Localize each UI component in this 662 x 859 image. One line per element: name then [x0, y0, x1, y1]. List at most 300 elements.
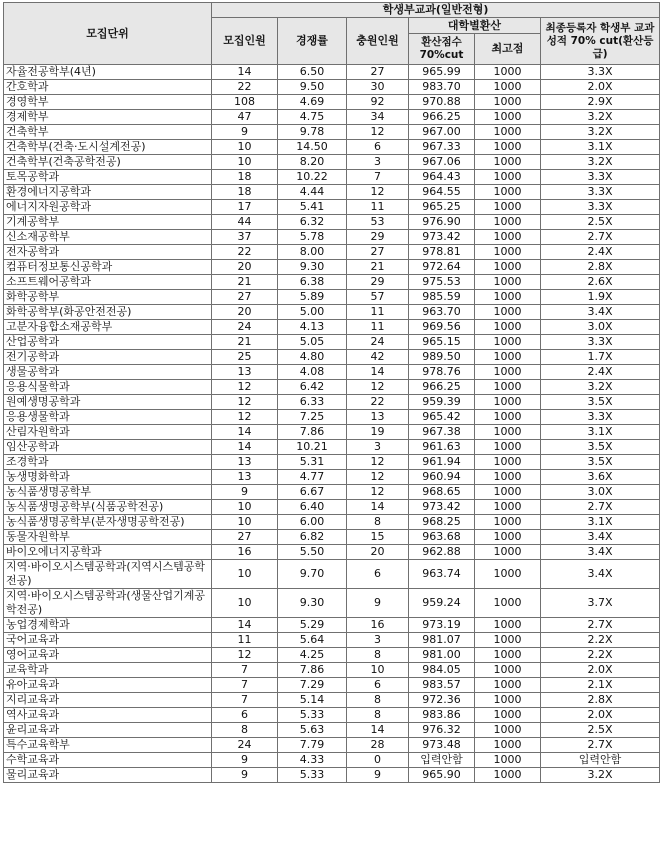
cell-score: 972.64 — [409, 260, 475, 275]
cell-score: 989.50 — [409, 350, 475, 365]
cell-name: 토목공학과 — [4, 170, 212, 185]
cell-score: 967.06 — [409, 155, 475, 170]
cell-name: 교육학과 — [4, 663, 212, 678]
cell-ratio: 5.14 — [278, 693, 347, 708]
cell-name: 화학공학부 — [4, 290, 212, 305]
cell-score: 965.99 — [409, 65, 475, 80]
cell-score: 976.90 — [409, 215, 475, 230]
table-row — [4, 693, 660, 708]
cell-max: 1000 — [475, 500, 541, 515]
cell-ratio: 5.78 — [278, 230, 347, 245]
cell-extra: 0 — [347, 753, 409, 768]
cell-grade: 1.9X — [541, 290, 660, 305]
cell-recruit: 9 — [212, 125, 278, 140]
cell-extra: 9 — [347, 768, 409, 783]
cell-max: 1000 — [475, 155, 541, 170]
cell-max: 1000 — [475, 545, 541, 560]
cell-grade: 3.3X — [541, 335, 660, 350]
cell-extra: 29 — [347, 275, 409, 290]
cell-extra: 14 — [347, 365, 409, 380]
cell-grade: 3.6X — [541, 470, 660, 485]
cell-name: 산업공학과 — [4, 335, 212, 350]
cell-name: 농생명화학과 — [4, 470, 212, 485]
cell-grade: 3.0X — [541, 320, 660, 335]
cell-name: 건축학부(건축공학전공) — [4, 155, 212, 170]
cell-ratio: 5.05 — [278, 335, 347, 350]
cell-recruit: 12 — [212, 395, 278, 410]
cell-extra: 13 — [347, 410, 409, 425]
table-row — [4, 708, 660, 723]
cell-recruit: 12 — [212, 410, 278, 425]
cell-recruit: 10 — [212, 589, 278, 618]
cell-ratio: 6.00 — [278, 515, 347, 530]
cell-max: 1000 — [475, 678, 541, 693]
cell-ratio: 4.77 — [278, 470, 347, 485]
cell-score: 965.15 — [409, 335, 475, 350]
cell-grade: 2.1X — [541, 678, 660, 693]
table-row — [4, 95, 660, 110]
cell-name: 국어교육과 — [4, 633, 212, 648]
cell-score: 959.24 — [409, 589, 475, 618]
cell-max: 1000 — [475, 320, 541, 335]
cell-max: 1000 — [475, 215, 541, 230]
cell-recruit: 10 — [212, 500, 278, 515]
cell-max: 1000 — [475, 530, 541, 545]
cell-grade: 3.3X — [541, 200, 660, 215]
table-row — [4, 589, 660, 618]
table-row — [4, 753, 660, 768]
cell-name: 전기공학과 — [4, 350, 212, 365]
cell-grade: 3.3X — [541, 185, 660, 200]
cell-ratio: 4.44 — [278, 185, 347, 200]
cell-grade: 3.0X — [541, 485, 660, 500]
cell-name: 신소재공학부 — [4, 230, 212, 245]
table-row — [4, 530, 660, 545]
cell-recruit: 20 — [212, 305, 278, 320]
cell-ratio: 7.79 — [278, 738, 347, 753]
cell-name: 건축학부(건축·도시설계전공) — [4, 140, 212, 155]
cell-ratio: 7.25 — [278, 410, 347, 425]
cell-recruit: 11 — [212, 633, 278, 648]
cell-score: 984.05 — [409, 663, 475, 678]
cell-name: 소프트웨어공학과 — [4, 275, 212, 290]
header-conv-group: 대학별환산 — [409, 18, 541, 34]
cell-extra: 28 — [347, 738, 409, 753]
cell-max: 1000 — [475, 230, 541, 245]
header-ratio: 경쟁률 — [278, 18, 347, 65]
cell-recruit: 13 — [212, 365, 278, 380]
cell-recruit: 37 — [212, 230, 278, 245]
cell-recruit: 20 — [212, 260, 278, 275]
cell-score: 978.76 — [409, 365, 475, 380]
cell-recruit: 27 — [212, 290, 278, 305]
cell-name: 수학교육과 — [4, 753, 212, 768]
cell-ratio: 7.29 — [278, 678, 347, 693]
cell-ratio: 4.75 — [278, 110, 347, 125]
admission-results-table — [3, 2, 660, 783]
cell-grade: 3.1X — [541, 140, 660, 155]
cell-grade: 3.3X — [541, 65, 660, 80]
cell-max: 1000 — [475, 618, 541, 633]
table-row — [4, 380, 660, 395]
cell-recruit: 13 — [212, 470, 278, 485]
table-row — [4, 80, 660, 95]
cell-ratio: 5.33 — [278, 768, 347, 783]
cell-name: 농식품생명공학부(분자생명공학전공) — [4, 515, 212, 530]
cell-ratio: 7.86 — [278, 425, 347, 440]
cell-recruit: 21 — [212, 275, 278, 290]
table-row — [4, 440, 660, 455]
cell-ratio: 5.00 — [278, 305, 347, 320]
cell-extra: 53 — [347, 215, 409, 230]
cell-extra: 57 — [347, 290, 409, 305]
cell-recruit: 22 — [212, 245, 278, 260]
cell-ratio: 6.50 — [278, 65, 347, 80]
table-row — [4, 275, 660, 290]
cell-grade: 2.7X — [541, 738, 660, 753]
table-row — [4, 260, 660, 275]
cell-recruit: 9 — [212, 753, 278, 768]
cell-score: 967.38 — [409, 425, 475, 440]
table-row — [4, 140, 660, 155]
cell-grade: 2.5X — [541, 215, 660, 230]
cell-recruit: 108 — [212, 95, 278, 110]
cell-recruit: 7 — [212, 678, 278, 693]
cell-max: 1000 — [475, 245, 541, 260]
cell-grade: 2.0X — [541, 708, 660, 723]
cell-score: 961.63 — [409, 440, 475, 455]
cell-max: 1000 — [475, 275, 541, 290]
cell-grade: 3.2X — [541, 125, 660, 140]
cell-recruit: 12 — [212, 648, 278, 663]
cell-name: 영어교육과 — [4, 648, 212, 663]
table-row — [4, 515, 660, 530]
cell-recruit: 10 — [212, 560, 278, 589]
cell-recruit: 16 — [212, 545, 278, 560]
cell-extra: 6 — [347, 678, 409, 693]
header-group: 학생부교과(일반전형) — [212, 3, 660, 18]
cell-recruit: 7 — [212, 693, 278, 708]
cell-max: 1000 — [475, 185, 541, 200]
cell-score: 963.68 — [409, 530, 475, 545]
cell-ratio: 6.33 — [278, 395, 347, 410]
cell-extra: 29 — [347, 230, 409, 245]
cell-max: 1000 — [475, 455, 541, 470]
cell-max: 1000 — [475, 589, 541, 618]
table-row — [4, 365, 660, 380]
cell-grade: 입력안함 — [541, 753, 660, 768]
cell-recruit: 9 — [212, 485, 278, 500]
cell-grade: 3.7X — [541, 589, 660, 618]
cell-ratio: 10.21 — [278, 440, 347, 455]
cell-ratio: 8.00 — [278, 245, 347, 260]
cell-score: 963.74 — [409, 560, 475, 589]
cell-ratio: 6.40 — [278, 500, 347, 515]
cell-grade: 3.2X — [541, 380, 660, 395]
table-row — [4, 395, 660, 410]
cell-ratio: 9.78 — [278, 125, 347, 140]
cell-max: 1000 — [475, 65, 541, 80]
cell-name: 기계공학부 — [4, 215, 212, 230]
cell-name: 경영학부 — [4, 95, 212, 110]
cell-grade: 3.4X — [541, 530, 660, 545]
cell-score: 959.39 — [409, 395, 475, 410]
cell-ratio: 8.20 — [278, 155, 347, 170]
cell-grade: 2.4X — [541, 245, 660, 260]
cell-max: 1000 — [475, 305, 541, 320]
cell-max: 1000 — [475, 380, 541, 395]
cell-extra: 3 — [347, 440, 409, 455]
cell-extra: 8 — [347, 693, 409, 708]
cell-name: 농식품생명공학부(식품공학전공) — [4, 500, 212, 515]
cell-ratio: 5.63 — [278, 723, 347, 738]
cell-score: 976.32 — [409, 723, 475, 738]
cell-max: 1000 — [475, 663, 541, 678]
cell-recruit: 24 — [212, 738, 278, 753]
cell-extra: 14 — [347, 500, 409, 515]
cell-recruit: 47 — [212, 110, 278, 125]
cell-ratio: 5.31 — [278, 455, 347, 470]
table-row — [4, 455, 660, 470]
cell-extra: 15 — [347, 530, 409, 545]
cell-name: 특수교육학부 — [4, 738, 212, 753]
cell-extra: 92 — [347, 95, 409, 110]
cell-score: 973.42 — [409, 500, 475, 515]
table-row — [4, 185, 660, 200]
header-recruit: 모집인원 — [212, 18, 278, 65]
cell-name: 자율전공학부(4년) — [4, 65, 212, 80]
cell-recruit: 44 — [212, 215, 278, 230]
cell-score: 983.70 — [409, 80, 475, 95]
cell-ratio: 4.33 — [278, 753, 347, 768]
cell-name: 응용식물학과 — [4, 380, 212, 395]
cell-name: 원예생명공학과 — [4, 395, 212, 410]
cell-name: 농업경제학과 — [4, 618, 212, 633]
cell-extra: 3 — [347, 633, 409, 648]
cell-score: 965.42 — [409, 410, 475, 425]
cell-extra: 14 — [347, 723, 409, 738]
cell-score: 981.00 — [409, 648, 475, 663]
cell-extra: 19 — [347, 425, 409, 440]
table-row — [4, 545, 660, 560]
cell-recruit: 25 — [212, 350, 278, 365]
table-header — [4, 3, 660, 65]
table-row — [4, 170, 660, 185]
cell-score: 964.55 — [409, 185, 475, 200]
cell-ratio: 5.41 — [278, 200, 347, 215]
cell-max: 1000 — [475, 738, 541, 753]
cell-ratio: 4.80 — [278, 350, 347, 365]
cell-score: 973.48 — [409, 738, 475, 753]
table-row — [4, 320, 660, 335]
table-row — [4, 500, 660, 515]
cell-max: 1000 — [475, 125, 541, 140]
cell-max: 1000 — [475, 350, 541, 365]
cell-score: 입력안함 — [409, 753, 475, 768]
cell-score: 981.07 — [409, 633, 475, 648]
cell-grade: 3.5X — [541, 440, 660, 455]
cell-max: 1000 — [475, 200, 541, 215]
cell-grade: 3.4X — [541, 545, 660, 560]
cell-max: 1000 — [475, 470, 541, 485]
cell-recruit: 27 — [212, 530, 278, 545]
cell-extra: 30 — [347, 80, 409, 95]
cell-max: 1000 — [475, 335, 541, 350]
cell-name: 응용생물학과 — [4, 410, 212, 425]
cell-score: 978.81 — [409, 245, 475, 260]
cell-extra: 27 — [347, 245, 409, 260]
cell-grade: 3.4X — [541, 560, 660, 589]
table-row — [4, 425, 660, 440]
cell-extra: 11 — [347, 200, 409, 215]
cell-score: 968.65 — [409, 485, 475, 500]
cell-grade: 2.7X — [541, 500, 660, 515]
cell-grade: 3.3X — [541, 410, 660, 425]
table-row — [4, 410, 660, 425]
cell-grade: 3.1X — [541, 515, 660, 530]
table-row — [4, 215, 660, 230]
cell-ratio: 6.42 — [278, 380, 347, 395]
cell-recruit: 8 — [212, 723, 278, 738]
cell-grade: 3.3X — [541, 170, 660, 185]
cell-recruit: 9 — [212, 768, 278, 783]
cell-grade: 2.4X — [541, 365, 660, 380]
cell-score: 966.25 — [409, 380, 475, 395]
cell-name: 지역·바이오시스템공학과(생물산업기계공학전공) — [4, 589, 212, 618]
cell-ratio: 9.30 — [278, 260, 347, 275]
cell-recruit: 14 — [212, 618, 278, 633]
cell-score: 970.88 — [409, 95, 475, 110]
cell-grade: 3.5X — [541, 455, 660, 470]
table-row — [4, 65, 660, 80]
cell-score: 975.53 — [409, 275, 475, 290]
cell-extra: 12 — [347, 380, 409, 395]
cell-ratio: 7.86 — [278, 663, 347, 678]
cell-recruit: 10 — [212, 155, 278, 170]
cell-name: 간호학과 — [4, 80, 212, 95]
cell-max: 1000 — [475, 648, 541, 663]
cell-name: 역사교육과 — [4, 708, 212, 723]
cell-score: 983.86 — [409, 708, 475, 723]
table-row — [4, 110, 660, 125]
cell-max: 1000 — [475, 440, 541, 455]
cell-score: 968.25 — [409, 515, 475, 530]
cell-recruit: 24 — [212, 320, 278, 335]
cell-ratio: 9.50 — [278, 80, 347, 95]
cell-score: 967.33 — [409, 140, 475, 155]
cell-max: 1000 — [475, 290, 541, 305]
cell-grade: 2.7X — [541, 618, 660, 633]
cell-recruit: 6 — [212, 708, 278, 723]
header-conv-score: 환산점수 70%cut — [409, 34, 475, 65]
cell-score: 973.19 — [409, 618, 475, 633]
header-max: 최고점 — [475, 34, 541, 65]
cell-extra: 22 — [347, 395, 409, 410]
cell-name: 물리교육과 — [4, 768, 212, 783]
cell-grade: 2.8X — [541, 260, 660, 275]
cell-max: 1000 — [475, 485, 541, 500]
cell-extra: 12 — [347, 455, 409, 470]
cell-max: 1000 — [475, 95, 541, 110]
cell-score: 965.90 — [409, 768, 475, 783]
cell-grade: 2.6X — [541, 275, 660, 290]
cell-extra: 12 — [347, 185, 409, 200]
cell-grade: 2.7X — [541, 230, 660, 245]
cell-grade: 2.9X — [541, 95, 660, 110]
cell-ratio: 4.69 — [278, 95, 347, 110]
cell-extra: 8 — [347, 648, 409, 663]
cell-max: 1000 — [475, 260, 541, 275]
cell-max: 1000 — [475, 410, 541, 425]
table-row — [4, 560, 660, 589]
cell-max: 1000 — [475, 633, 541, 648]
table-row — [4, 768, 660, 783]
table-row — [4, 470, 660, 485]
cell-name: 에너지자원공학과 — [4, 200, 212, 215]
cell-score: 983.57 — [409, 678, 475, 693]
table-row — [4, 678, 660, 693]
cell-name: 조경학과 — [4, 455, 212, 470]
table-body — [4, 65, 660, 783]
cell-recruit: 10 — [212, 515, 278, 530]
cell-score: 961.94 — [409, 455, 475, 470]
cell-ratio: 9.30 — [278, 589, 347, 618]
cell-ratio: 5.89 — [278, 290, 347, 305]
cell-extra: 7 — [347, 170, 409, 185]
cell-max: 1000 — [475, 425, 541, 440]
cell-name: 바이오에너지공학과 — [4, 545, 212, 560]
cell-score: 969.56 — [409, 320, 475, 335]
cell-extra: 21 — [347, 260, 409, 275]
cell-extra: 34 — [347, 110, 409, 125]
cell-grade: 2.0X — [541, 663, 660, 678]
cell-name: 지역·바이오시스템공학과(지역시스템공학전공) — [4, 560, 212, 589]
cell-max: 1000 — [475, 753, 541, 768]
cell-grade: 3.2X — [541, 155, 660, 170]
table-row — [4, 230, 660, 245]
cell-max: 1000 — [475, 170, 541, 185]
cell-extra: 16 — [347, 618, 409, 633]
cell-max: 1000 — [475, 560, 541, 589]
cell-extra: 10 — [347, 663, 409, 678]
cell-score: 966.25 — [409, 110, 475, 125]
cell-ratio: 14.50 — [278, 140, 347, 155]
cell-name: 컴퓨터정보통신공학과 — [4, 260, 212, 275]
table-row — [4, 290, 660, 305]
table-row — [4, 200, 660, 215]
cell-ratio: 5.33 — [278, 708, 347, 723]
cell-extra: 6 — [347, 140, 409, 155]
cell-name: 농식품생명공학부 — [4, 485, 212, 500]
table-row — [4, 723, 660, 738]
cell-grade: 2.8X — [541, 693, 660, 708]
cell-grade: 3.2X — [541, 768, 660, 783]
cell-grade: 2.2X — [541, 633, 660, 648]
cell-ratio: 5.50 — [278, 545, 347, 560]
cell-recruit: 17 — [212, 200, 278, 215]
cell-grade: 3.2X — [541, 110, 660, 125]
cell-recruit: 22 — [212, 80, 278, 95]
header-final-group: 최종등록자 학생부 교과성적 70% cut(환산등급) — [541, 18, 660, 65]
cell-max: 1000 — [475, 140, 541, 155]
cell-recruit: 14 — [212, 440, 278, 455]
cell-name: 임산공학과 — [4, 440, 212, 455]
cell-recruit: 14 — [212, 425, 278, 440]
cell-score: 967.00 — [409, 125, 475, 140]
cell-score: 965.25 — [409, 200, 475, 215]
table-row — [4, 485, 660, 500]
table-row — [4, 618, 660, 633]
